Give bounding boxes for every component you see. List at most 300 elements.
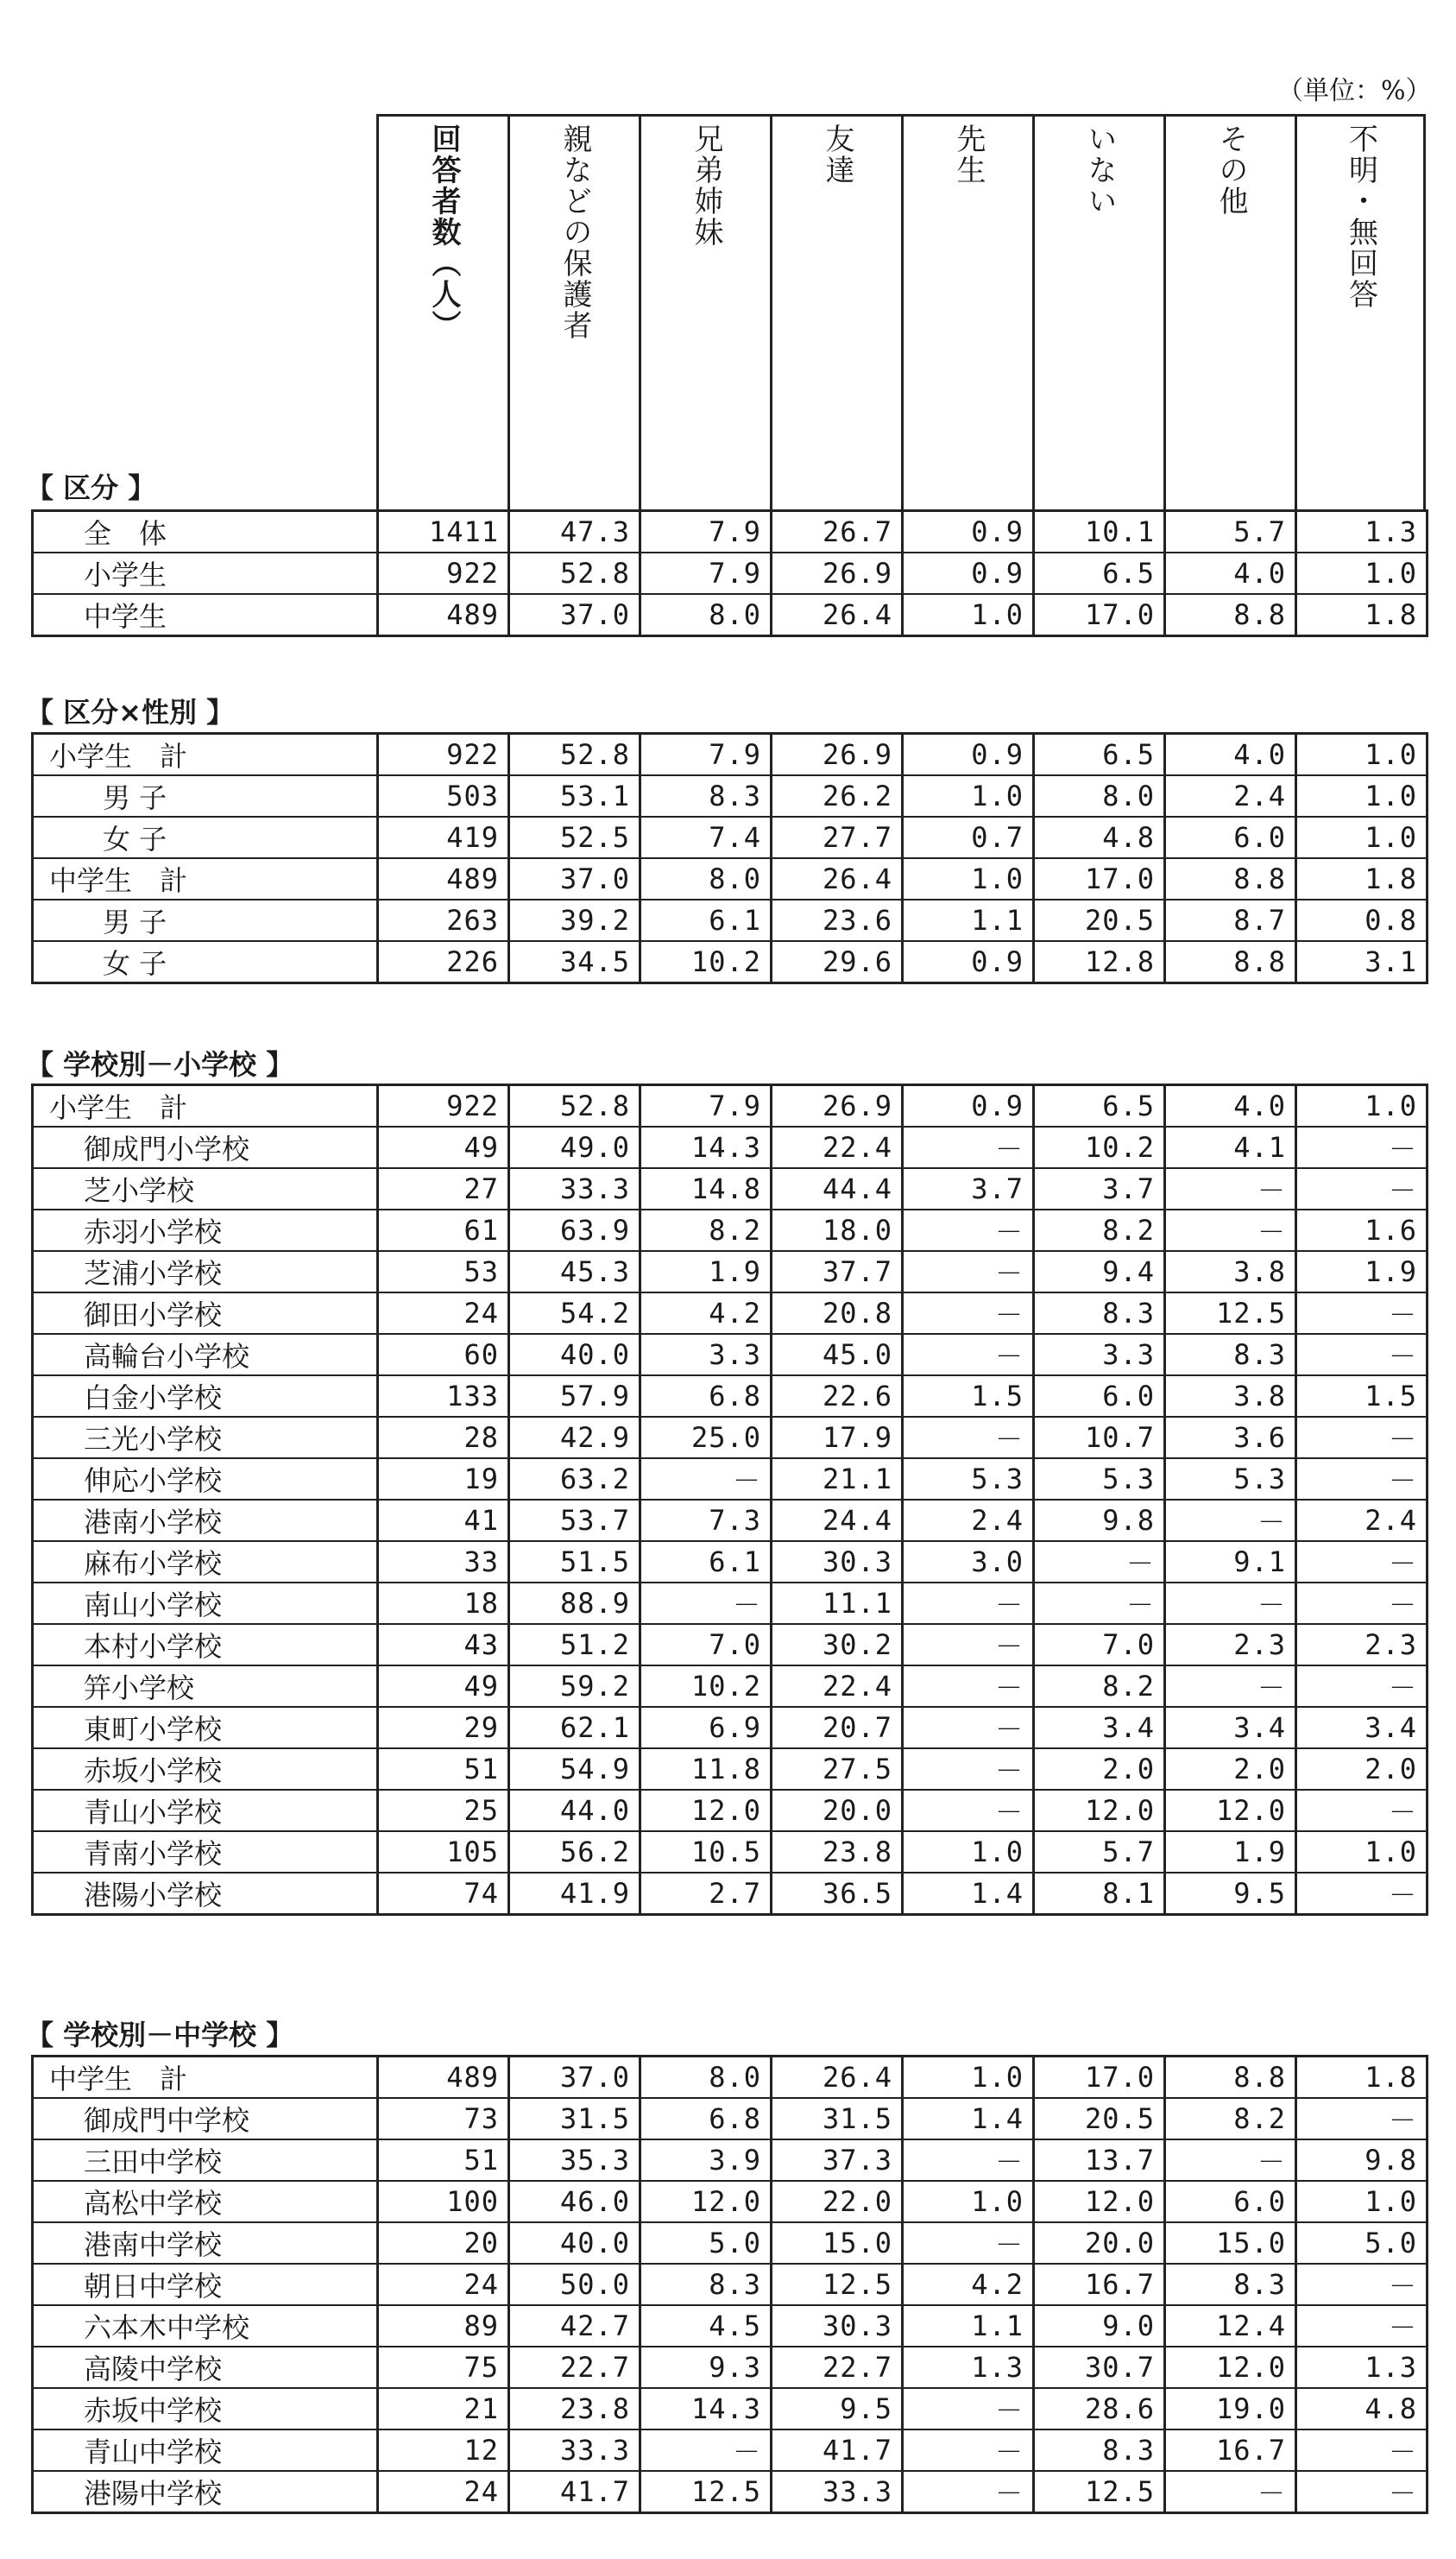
value-cell: 26.4 — [772, 858, 903, 900]
value-cell: 8.0 — [640, 2057, 772, 2099]
value-cell: 4.1 — [1165, 1127, 1296, 1168]
row-label: 三光小学校 — [33, 1417, 378, 1458]
value-cell: 11.8 — [640, 1748, 772, 1790]
value-cell: 30.3 — [772, 1541, 903, 1583]
column-header-teacher: 先生 — [901, 114, 1032, 509]
value-cell: 1.0 — [1296, 1085, 1428, 1128]
value-cell: 51 — [378, 1748, 509, 1790]
value-cell: 1.0 — [1296, 1831, 1428, 1873]
value-cell: 30.3 — [772, 2305, 903, 2347]
value-cell: 1.3 — [903, 2347, 1034, 2388]
row-label: 南山小学校 — [33, 1583, 378, 1624]
value-cell: － — [1296, 2471, 1428, 2513]
value-cell: 19 — [378, 1458, 509, 1500]
value-cell: 6.5 — [1034, 734, 1165, 776]
value-cell: 27.7 — [772, 817, 903, 858]
value-cell: 9.0 — [1034, 2305, 1165, 2347]
value-cell: 9.3 — [640, 2347, 772, 2388]
value-cell: 17.0 — [1034, 858, 1165, 900]
value-cell: 7.9 — [640, 734, 772, 776]
value-cell: 8.3 — [640, 2264, 772, 2305]
value-cell: － — [903, 2139, 1034, 2181]
value-cell: 7.9 — [640, 1085, 772, 1128]
value-cell: 12.0 — [1165, 2347, 1296, 2388]
value-cell: － — [903, 1292, 1034, 1334]
value-cell: 1.4 — [903, 1873, 1034, 1915]
value-cell: 0.9 — [903, 1085, 1034, 1128]
value-cell: 12.4 — [1165, 2305, 1296, 2347]
value-cell: 26.4 — [772, 2057, 903, 2099]
value-cell: 12.0 — [640, 1790, 772, 1831]
table-row — [33, 775, 1428, 817]
value-cell: 1.4 — [903, 2098, 1034, 2139]
table-row — [33, 1500, 1428, 1541]
value-cell: 2.0 — [1296, 1748, 1428, 1790]
value-cell: 1.9 — [1296, 1251, 1428, 1292]
value-cell: 45.0 — [772, 1334, 903, 1375]
value-cell: 30.2 — [772, 1624, 903, 1665]
value-cell: 18 — [378, 1583, 509, 1624]
value-cell: 10.5 — [640, 1831, 772, 1873]
row-label: 六本木中学校 — [33, 2305, 378, 2347]
value-cell: 61 — [378, 1210, 509, 1251]
value-cell: 6.1 — [640, 900, 772, 941]
row-label: 赤坂中学校 — [33, 2388, 378, 2429]
value-cell: 2.4 — [903, 1500, 1034, 1541]
value-cell: 6.8 — [640, 2098, 772, 2139]
column-header-guardian: 親などの保護者 — [507, 114, 639, 509]
value-cell: 5.3 — [903, 1458, 1034, 1500]
table-row — [33, 594, 1428, 636]
row-label: 小学生 — [33, 553, 378, 594]
value-cell: 33.3 — [509, 1168, 640, 1210]
row-label: 小学生 計 — [33, 734, 378, 776]
value-cell: 41.9 — [509, 1873, 640, 1915]
value-cell: 44.4 — [772, 1168, 903, 1210]
value-cell: 5.3 — [1165, 1458, 1296, 1500]
value-cell: － — [903, 1334, 1034, 1375]
table-row — [33, 817, 1428, 858]
value-cell: 42.9 — [509, 1417, 640, 1458]
row-label: 女 子 — [33, 941, 378, 983]
value-cell: 1.0 — [1296, 734, 1428, 776]
value-cell: 1.8 — [1296, 2057, 1428, 2099]
value-cell: 8.3 — [1165, 2264, 1296, 2305]
value-cell: － — [1296, 1790, 1428, 1831]
value-cell: 0.9 — [903, 511, 1034, 553]
value-cell: 21 — [378, 2388, 509, 2429]
value-cell: 25.0 — [640, 1417, 772, 1458]
value-cell: 26.7 — [772, 511, 903, 553]
value-cell: 8.3 — [640, 775, 772, 817]
value-cell: 7.0 — [1034, 1624, 1165, 1665]
value-cell: － — [1034, 1583, 1165, 1624]
value-cell: 4.0 — [1165, 553, 1296, 594]
section-title-category: 【 区分 】 — [26, 471, 156, 504]
value-cell: 16.7 — [1165, 2429, 1296, 2471]
value-cell: － — [1165, 1583, 1296, 1624]
value-cell: 2.0 — [1034, 1748, 1165, 1790]
value-cell: 41 — [378, 1500, 509, 1541]
value-cell: － — [1296, 1583, 1428, 1624]
value-cell: － — [1296, 1541, 1428, 1583]
value-cell: 1411 — [378, 511, 509, 553]
value-cell: 47.3 — [509, 511, 640, 553]
value-cell: 10.7 — [1034, 1417, 1165, 1458]
table-row — [33, 1748, 1428, 1790]
value-cell: 20.0 — [772, 1790, 903, 1831]
value-cell: 5.7 — [1165, 511, 1296, 553]
value-cell: 3.9 — [640, 2139, 772, 2181]
value-cell: 37.7 — [772, 1251, 903, 1292]
value-cell: 8.3 — [1034, 1292, 1165, 1334]
row-label: 小学生 計 — [33, 1085, 378, 1128]
value-cell: 9.5 — [1165, 1873, 1296, 1915]
value-cell: 33.3 — [509, 2429, 640, 2471]
value-cell: 3.1 — [1296, 941, 1428, 983]
value-cell: 4.0 — [1165, 734, 1296, 776]
value-cell: 54.2 — [509, 1292, 640, 1334]
value-cell: － — [903, 2471, 1034, 2513]
table-row — [33, 511, 1428, 553]
value-cell: 52.5 — [509, 817, 640, 858]
row-label: 三田中学校 — [33, 2139, 378, 2181]
value-cell: 60 — [378, 1334, 509, 1375]
value-cell: 3.3 — [1034, 1334, 1165, 1375]
value-cell: 37.0 — [509, 594, 640, 636]
value-cell: 922 — [378, 734, 509, 776]
value-cell: 1.0 — [903, 2057, 1034, 2099]
row-label: 赤羽小学校 — [33, 1210, 378, 1251]
table-row — [33, 2181, 1428, 2222]
value-cell: 24 — [378, 2471, 509, 2513]
value-cell: 7.3 — [640, 1500, 772, 1541]
value-cell: 1.0 — [1296, 775, 1428, 817]
value-cell: 14.8 — [640, 1168, 772, 1210]
value-cell: 27 — [378, 1168, 509, 1210]
value-cell: 27.5 — [772, 1748, 903, 1790]
value-cell: 9.8 — [1296, 2139, 1428, 2181]
value-cell: 0.8 — [1296, 900, 1428, 941]
table-row — [33, 1251, 1428, 1292]
row-label: 青南小学校 — [33, 1831, 378, 1873]
value-cell: － — [903, 1127, 1034, 1168]
value-cell: 50.0 — [509, 2264, 640, 2305]
value-cell: 3.8 — [1165, 1251, 1296, 1292]
value-cell: 6.0 — [1165, 817, 1296, 858]
column-header-respondents: 回答者数（人） — [376, 114, 507, 509]
table-row — [33, 1583, 1428, 1624]
value-cell: － — [1296, 1458, 1428, 1500]
value-cell: 3.6 — [1165, 1417, 1296, 1458]
value-cell: 10.1 — [1034, 511, 1165, 553]
value-cell: 922 — [378, 553, 509, 594]
table-row — [33, 2139, 1428, 2181]
value-cell: 22.0 — [772, 2181, 903, 2222]
value-cell: 4.8 — [1034, 817, 1165, 858]
value-cell: 3.0 — [903, 1541, 1034, 1583]
value-cell: 2.4 — [1165, 775, 1296, 817]
row-label: 本村小学校 — [33, 1624, 378, 1665]
value-cell: 12.5 — [640, 2471, 772, 2513]
value-cell: － — [903, 1417, 1034, 1458]
value-cell: 35.3 — [509, 2139, 640, 2181]
value-cell: 1.0 — [903, 858, 1034, 900]
value-cell: － — [1296, 2305, 1428, 2347]
value-cell: 52.8 — [509, 1085, 640, 1128]
value-cell: 23.6 — [772, 900, 903, 941]
value-cell: 17.9 — [772, 1417, 903, 1458]
value-cell: 8.3 — [1165, 1334, 1296, 1375]
value-cell: 49.0 — [509, 1127, 640, 1168]
row-label: 青山中学校 — [33, 2429, 378, 2471]
value-cell: 8.8 — [1165, 2057, 1296, 2099]
value-cell: 62.1 — [509, 1707, 640, 1748]
table-row — [33, 941, 1428, 983]
value-cell: － — [903, 1665, 1034, 1707]
value-cell: 10.2 — [1034, 1127, 1165, 1168]
value-cell: 5.0 — [1296, 2222, 1428, 2264]
value-cell: 26.9 — [772, 1085, 903, 1128]
table-row — [33, 1707, 1428, 1748]
row-label: 御田小学校 — [33, 1292, 378, 1334]
value-cell: － — [1165, 1500, 1296, 1541]
value-cell: 22.7 — [509, 2347, 640, 2388]
value-cell: 12.5 — [1165, 1292, 1296, 1334]
value-cell: 8.3 — [1034, 2429, 1165, 2471]
value-cell: 73 — [378, 2098, 509, 2139]
table-row — [33, 2098, 1428, 2139]
value-cell: 15.0 — [772, 2222, 903, 2264]
value-cell: 12.5 — [1034, 2471, 1165, 2513]
table-row — [33, 858, 1428, 900]
value-cell: 29.6 — [772, 941, 903, 983]
value-cell: 6.1 — [640, 1541, 772, 1583]
value-cell: 20.5 — [1034, 900, 1165, 941]
table-row — [33, 734, 1428, 776]
value-cell: 46.0 — [509, 2181, 640, 2222]
value-cell: 263 — [378, 900, 509, 941]
value-cell: － — [903, 2388, 1034, 2429]
table-row — [33, 2347, 1428, 2388]
row-label: 白金小学校 — [33, 1375, 378, 1417]
row-label: 朝日中学校 — [33, 2264, 378, 2305]
value-cell: － — [903, 1583, 1034, 1624]
value-cell: 18.0 — [772, 1210, 903, 1251]
table-row — [33, 1085, 1428, 1128]
value-cell: 1.0 — [1296, 817, 1428, 858]
value-cell: 489 — [378, 858, 509, 900]
table-row — [33, 1375, 1428, 1417]
column-header-other: その他 — [1163, 114, 1295, 509]
value-cell: － — [903, 1707, 1034, 1748]
value-cell: － — [1296, 1873, 1428, 1915]
value-cell: 51.2 — [509, 1624, 640, 1665]
row-label: 芝小学校 — [33, 1168, 378, 1210]
value-cell: 9.4 — [1034, 1251, 1165, 1292]
value-cell: 26.4 — [772, 594, 903, 636]
value-cell: 3.4 — [1296, 1707, 1428, 1748]
row-label: 高陵中学校 — [33, 2347, 378, 2388]
value-cell: 0.7 — [903, 817, 1034, 858]
value-cell: 12.0 — [1165, 1790, 1296, 1831]
value-cell: 63.9 — [509, 1210, 640, 1251]
value-cell: 37.0 — [509, 2057, 640, 2099]
row-label: 港陽中学校 — [33, 2471, 378, 2513]
row-label: 全 体 — [33, 511, 378, 553]
value-cell: 1.0 — [903, 1831, 1034, 1873]
table-row — [33, 1873, 1428, 1915]
table-row — [33, 1168, 1428, 1210]
value-cell: 26.9 — [772, 553, 903, 594]
value-cell: － — [903, 1748, 1034, 1790]
value-cell: 1.9 — [1165, 1831, 1296, 1873]
value-cell: 8.8 — [1165, 941, 1296, 983]
value-cell: 33.3 — [772, 2471, 903, 2513]
value-cell: 1.3 — [1296, 2347, 1428, 2388]
table-row — [33, 1292, 1428, 1334]
value-cell: 51 — [378, 2139, 509, 2181]
value-cell: 419 — [378, 817, 509, 858]
value-cell: 4.8 — [1296, 2388, 1428, 2429]
table-row — [33, 1831, 1428, 1873]
table-row — [33, 2305, 1428, 2347]
value-cell: 30.7 — [1034, 2347, 1165, 2388]
value-cell: 0.9 — [903, 734, 1034, 776]
value-cell: 10.2 — [640, 1665, 772, 1707]
value-cell: 4.0 — [1165, 1085, 1296, 1128]
value-cell: 3.3 — [640, 1334, 772, 1375]
value-cell: － — [1034, 1541, 1165, 1583]
value-cell: 74 — [378, 1873, 509, 1915]
value-cell: 4.5 — [640, 2305, 772, 2347]
row-label: 高松中学校 — [33, 2181, 378, 2222]
value-cell: 17.0 — [1034, 2057, 1165, 2099]
value-cell: 0.9 — [903, 941, 1034, 983]
value-cell: 2.7 — [640, 1873, 772, 1915]
value-cell: － — [1165, 1168, 1296, 1210]
value-cell: 100 — [378, 2181, 509, 2222]
row-label: 港陽小学校 — [33, 1873, 378, 1915]
value-cell: 88.9 — [509, 1583, 640, 1624]
value-cell: 2.4 — [1296, 1500, 1428, 1541]
value-cell: 22.7 — [772, 2347, 903, 2388]
value-cell: 24.4 — [772, 1500, 903, 1541]
row-label: 中学生 計 — [33, 2057, 378, 2099]
value-cell: 22.6 — [772, 1375, 903, 1417]
value-cell: 14.3 — [640, 2388, 772, 2429]
value-cell: 9.5 — [772, 2388, 903, 2429]
value-cell: 8.8 — [1165, 594, 1296, 636]
value-cell: 6.0 — [1034, 1375, 1165, 1417]
value-cell: － — [1165, 2139, 1296, 2181]
value-cell: 12 — [378, 2429, 509, 2471]
row-label: 芝浦小学校 — [33, 1251, 378, 1292]
table-row — [33, 553, 1428, 594]
value-cell: 8.2 — [1034, 1665, 1165, 1707]
table-row — [33, 1665, 1428, 1707]
value-cell: 9.1 — [1165, 1541, 1296, 1583]
value-cell: 226 — [378, 941, 509, 983]
table-row — [33, 1458, 1428, 1500]
column-header-unknown: 不明・無回答 — [1295, 114, 1426, 509]
value-cell: 54.9 — [509, 1748, 640, 1790]
unit-label: （単位：%） — [1277, 76, 1432, 106]
value-cell: 2.0 — [1165, 1748, 1296, 1790]
value-cell: 1.5 — [903, 1375, 1034, 1417]
value-cell: 0.9 — [903, 553, 1034, 594]
value-cell: 39.2 — [509, 900, 640, 941]
row-label: 御成門中学校 — [33, 2098, 378, 2139]
section-title-elementary: 【 学校別－小学校 】 — [26, 1048, 294, 1081]
table-row — [33, 2222, 1428, 2264]
value-cell: 26.9 — [772, 734, 903, 776]
value-cell: 12.0 — [640, 2181, 772, 2222]
value-cell: 40.0 — [509, 1334, 640, 1375]
value-cell: 56.2 — [509, 1831, 640, 1873]
value-cell: 19.0 — [1165, 2388, 1296, 2429]
value-cell: 26.2 — [772, 775, 903, 817]
row-label: 女 子 — [33, 817, 378, 858]
value-cell: － — [903, 1624, 1034, 1665]
value-cell: 63.2 — [509, 1458, 640, 1500]
value-cell: 28.6 — [1034, 2388, 1165, 2429]
value-cell: 23.8 — [772, 1831, 903, 1873]
value-cell: 52.8 — [509, 734, 640, 776]
value-cell: 1.0 — [903, 2181, 1034, 2222]
value-cell: － — [1165, 2471, 1296, 2513]
value-cell: 22.4 — [772, 1665, 903, 1707]
value-cell: 8.2 — [640, 1210, 772, 1251]
section-title-junior-high: 【 学校別－中学校 】 — [26, 2019, 294, 2051]
table-elementary — [31, 1084, 1428, 1916]
value-cell: 8.2 — [1034, 1210, 1165, 1251]
value-cell: － — [903, 2429, 1034, 2471]
value-cell: 133 — [378, 1375, 509, 1417]
value-cell: 25 — [378, 1790, 509, 1831]
table-row — [33, 2264, 1428, 2305]
value-cell: 6.8 — [640, 1375, 772, 1417]
table-row — [33, 1790, 1428, 1831]
row-label: 男 子 — [33, 900, 378, 941]
value-cell: 20.5 — [1034, 2098, 1165, 2139]
value-cell: 1.0 — [903, 775, 1034, 817]
value-cell: 37.3 — [772, 2139, 903, 2181]
value-cell: 28 — [378, 1417, 509, 1458]
value-cell: － — [1296, 2098, 1428, 2139]
value-cell: 57.9 — [509, 1375, 640, 1417]
value-cell: 503 — [378, 775, 509, 817]
value-cell: 6.9 — [640, 1707, 772, 1748]
value-cell: 24 — [378, 2264, 509, 2305]
value-cell: 59.2 — [509, 1665, 640, 1707]
value-cell: 7.9 — [640, 553, 772, 594]
value-cell: 2.3 — [1296, 1624, 1428, 1665]
column-header-siblings: 兄弟姉妹 — [639, 114, 770, 509]
value-cell: 53.1 — [509, 775, 640, 817]
table-row — [33, 2057, 1428, 2099]
table-junior-high — [31, 2055, 1428, 2514]
value-cell: 1.1 — [903, 900, 1034, 941]
value-cell: － — [1296, 2264, 1428, 2305]
value-cell: 20.0 — [1034, 2222, 1165, 2264]
value-cell: 8.0 — [640, 858, 772, 900]
value-cell: 16.7 — [1034, 2264, 1165, 2305]
value-cell: － — [640, 1458, 772, 1500]
value-cell: 9.8 — [1034, 1500, 1165, 1541]
value-cell: － — [903, 1251, 1034, 1292]
value-cell: 12.5 — [772, 2264, 903, 2305]
